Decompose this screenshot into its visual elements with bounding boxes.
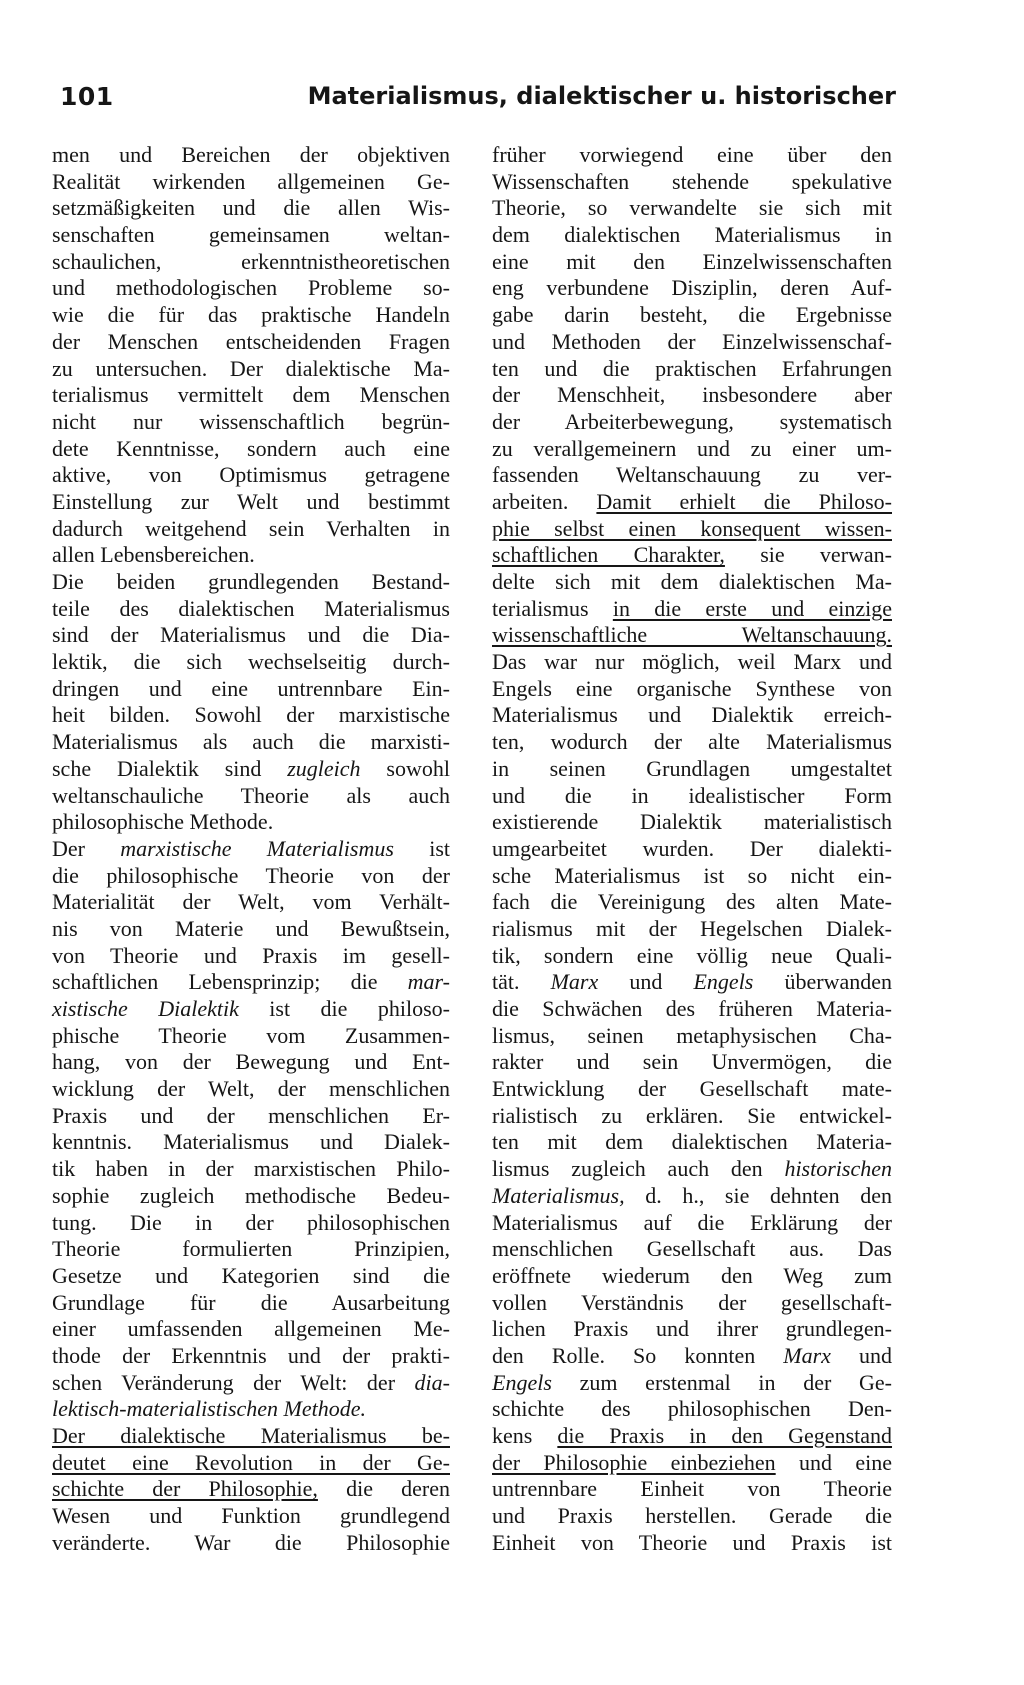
- text-line: [492, 756, 892, 783]
- line-segment: Gesetze und Kategorien sind die: [52, 1262, 450, 1288]
- page-header: [60, 82, 896, 122]
- text-line: [52, 1156, 450, 1183]
- line-segment: sophie zugleich methodische Bedeu-: [52, 1182, 450, 1208]
- italic-text: xistische Dialektik: [52, 996, 239, 1021]
- text-line: [492, 996, 892, 1023]
- line-segment: dem dialektischen Materialismus in: [492, 222, 892, 248]
- line-segment: weltanschauliche Theorie als auch: [52, 782, 450, 808]
- line-segment: der Menschheit, insbesondere aber: [492, 382, 892, 408]
- text-line: [492, 275, 892, 302]
- text-line: [52, 596, 450, 623]
- underlined-text: Der dialektische Materialismus be-: [52, 1423, 450, 1448]
- italic-text: Engels: [492, 1369, 552, 1395]
- line-segment: rakter und sein Unvermögen, die: [492, 1049, 892, 1075]
- line-segment: sche Materialismus ist so nicht ein-: [492, 862, 892, 888]
- line-segment: schen Veränderung der Welt: der: [52, 1369, 415, 1395]
- italic-text: Engels: [693, 969, 754, 995]
- text-line: [52, 889, 450, 916]
- text-line: [492, 1103, 892, 1130]
- text-line: [492, 436, 892, 463]
- text-line: [492, 222, 892, 249]
- italic-text: historischen: [784, 1156, 892, 1182]
- line-segment: tik, sondern eine völlig neue Quali-: [492, 942, 892, 968]
- text-line: [52, 275, 450, 302]
- line-segment: fach die Vereinigung des alten Mate-: [492, 889, 892, 915]
- underlined-text: Damit erhielt die Philoso-: [596, 488, 892, 514]
- text-line: [492, 542, 892, 569]
- text-line: [492, 1076, 892, 1103]
- text-line: [492, 1423, 892, 1450]
- line-segment: und die in idealistischer Form: [492, 782, 892, 808]
- text-line: [492, 195, 892, 222]
- text-line: [492, 516, 892, 543]
- text-line: [492, 729, 892, 756]
- text-line: [52, 1049, 450, 1076]
- text-line: [52, 169, 450, 196]
- line-segment: schichte des philosophischen Den-: [492, 1396, 892, 1422]
- line-segment: Theorie, so verwandelte sie sich mit: [492, 195, 892, 221]
- line-segment: sowohl: [360, 755, 450, 781]
- text-line: [52, 1210, 450, 1237]
- line-segment: früher vorwiegend eine über den: [492, 142, 892, 167]
- text-line: [492, 142, 892, 169]
- line-segment: einer umfassenden allgemeinen Me-: [52, 1316, 450, 1342]
- text-line: [52, 1530, 450, 1557]
- text-line: [52, 462, 450, 489]
- line-segment: von Theorie und Praxis im gesell-: [52, 942, 450, 968]
- text-line: [492, 1450, 892, 1477]
- text-line: [492, 409, 892, 436]
- text-line: [492, 1129, 892, 1156]
- line-segment: zu verallgemeinern und zu einer um-: [492, 435, 892, 461]
- text-line: [52, 916, 450, 943]
- line-segment: rialismus mit der Hegelschen Dialek-: [492, 915, 892, 941]
- text-line: [52, 542, 450, 569]
- underlined-text: der Philosophie einbeziehen: [492, 1449, 776, 1475]
- text-line: [492, 1290, 892, 1317]
- text-line: [492, 1343, 892, 1370]
- line-segment: Materialismus als auch die marxisti-: [52, 729, 450, 755]
- line-segment: überwanden: [753, 969, 892, 995]
- italic-text: lektisch-materialistischen Methode.: [52, 1396, 367, 1422]
- line-segment: rialistisch zu erklären. Sie entwickel-: [492, 1102, 892, 1128]
- text-line: [492, 969, 892, 996]
- line-segment: sche Dialektik sind: [52, 755, 288, 781]
- line-segment: Realität wirkenden allgemeinen Ge-: [52, 168, 450, 194]
- line-segment: dete Kenntnisse, sondern auch eine: [52, 435, 450, 461]
- line-segment: nicht nur wissenschaftlich begrün-: [52, 408, 450, 434]
- text-line: [52, 436, 450, 463]
- text-line: [52, 783, 450, 810]
- italic-text: Marx: [550, 969, 599, 995]
- line-segment: aktive, von Optimismus getragene: [52, 462, 450, 488]
- line-segment: Praxis und der menschlichen Er-: [52, 1102, 450, 1128]
- line-segment: Entwicklung der Gesellschaft mate-: [492, 1076, 892, 1102]
- text-line: [492, 916, 892, 943]
- line-segment: ten und die praktischen Erfahrungen: [492, 355, 892, 381]
- line-segment: eine mit den Einzelwissenschaften: [492, 248, 892, 274]
- text-line: [52, 836, 450, 863]
- line-segment: nis von Materie und Bewußtsein,: [52, 915, 450, 941]
- line-segment: kens: [492, 1423, 558, 1448]
- italic-text: zugleich: [287, 755, 361, 781]
- line-segment: ist die philoso-: [238, 996, 450, 1021]
- text-line: [52, 809, 450, 836]
- text-line: [52, 222, 450, 249]
- line-segment: und Methoden der Einzelwissenschaf-: [492, 328, 892, 354]
- line-segment: tik haben in der marxistischen Philo-: [52, 1156, 450, 1182]
- line-segment: allen Lebensbereichen.: [52, 542, 255, 568]
- line-segment: Wissenschaften stehende spekulative: [492, 168, 892, 194]
- text-line: [492, 302, 892, 329]
- text-line: [52, 1343, 450, 1370]
- line-segment: d. h., sie dehnten den: [624, 1182, 892, 1208]
- line-segment: dringen und eine untrennbare Ein-: [52, 675, 450, 701]
- text-line: [52, 1370, 450, 1397]
- text-line: [52, 409, 450, 436]
- right-text-column: [492, 142, 892, 1556]
- text-line: [52, 195, 450, 222]
- line-segment: zu untersuchen. Der dialektische Ma-: [52, 355, 450, 381]
- line-segment: Grundlage für die Ausarbeitung: [52, 1289, 450, 1315]
- text-line: [492, 356, 892, 383]
- text-line: [52, 516, 450, 543]
- text-line: [492, 943, 892, 970]
- text-line: [492, 462, 892, 489]
- line-segment: terialismus vermittelt dem Menschen: [52, 382, 450, 408]
- line-segment: existierende Dialektik materialistisch: [492, 809, 892, 835]
- text-line: [52, 756, 450, 783]
- line-segment: tät.: [492, 969, 551, 995]
- text-line: [492, 1263, 892, 1290]
- text-line: [52, 729, 450, 756]
- line-segment: thode der Erkenntnis und der prakti-: [52, 1342, 450, 1368]
- text-line: [492, 809, 892, 836]
- text-line: [492, 676, 892, 703]
- text-line: [52, 1290, 450, 1317]
- text-line: [52, 1129, 450, 1156]
- text-line: [492, 382, 892, 409]
- line-segment: in seinen Grundlagen umgestaltet: [492, 755, 892, 781]
- line-segment: kenntnis. Materialismus und Dialek-: [52, 1129, 450, 1155]
- text-line: [492, 1049, 892, 1076]
- line-segment: gabe darin besteht, die Ergebnisse: [492, 302, 892, 328]
- text-line: [52, 1423, 450, 1450]
- text-line: [52, 1316, 450, 1343]
- text-line: [52, 702, 450, 729]
- line-segment: Materialität der Welt, vom Verhält-: [52, 889, 450, 915]
- underlined-text: in die erste und einzige: [612, 595, 892, 621]
- line-segment: und: [598, 969, 694, 995]
- text-line: [492, 863, 892, 890]
- left-text-column: [52, 142, 450, 1556]
- text-line: [52, 1023, 450, 1050]
- text-line: [52, 1396, 450, 1423]
- line-segment: und methodologischen Probleme so-: [52, 275, 450, 301]
- text-line: [492, 1236, 892, 1263]
- line-segment: fassenden Weltanschauung zu ver-: [492, 462, 892, 488]
- text-line: [52, 1476, 450, 1503]
- text-line: [52, 622, 450, 649]
- line-segment: ten, wodurch der alte Materialismus: [492, 729, 892, 755]
- text-line: [492, 1156, 892, 1183]
- text-line: [52, 1183, 450, 1210]
- underlined-text: phie selbst einen konsequent wissen-: [492, 515, 892, 541]
- line-segment: dadurch weitgehend sein Verhalten in: [52, 515, 450, 541]
- text-line: [52, 676, 450, 703]
- text-line: [492, 1183, 892, 1210]
- line-segment: terialismus: [492, 595, 613, 621]
- underlined-text: deutet eine Revolution in der Ge-: [52, 1449, 450, 1475]
- line-segment: umgearbeitet wurden. Der dialekti-: [492, 835, 892, 861]
- line-segment: wicklung der Welt, der menschlichen: [52, 1076, 450, 1102]
- line-segment: sie verwan-: [724, 542, 892, 568]
- line-segment: lismus, seinen metaphysischen Cha-: [492, 1022, 892, 1048]
- text-line: [52, 356, 450, 383]
- line-segment: untrennbare Einheit von Theorie: [492, 1476, 892, 1502]
- line-segment: wie die für das praktische Handeln: [52, 302, 450, 328]
- line-segment: und Praxis herstellen. Gerade die: [492, 1503, 892, 1529]
- line-segment: phische Theorie vom Zusammen-: [52, 1022, 450, 1048]
- line-segment: setzmäßigkeiten und die allen Wis-: [52, 195, 450, 221]
- text-line: [52, 1076, 450, 1103]
- text-line: [52, 249, 450, 276]
- line-segment: men und Bereichen der objektiven: [52, 142, 450, 167]
- italic-text: Materialismus,: [492, 1182, 625, 1208]
- line-segment: senschaften gemeinsamen weltan-: [52, 222, 450, 248]
- underlined-text: schichte der Philosophie,: [52, 1476, 318, 1502]
- line-segment: lismus zugleich auch den: [492, 1156, 785, 1182]
- text-line: [492, 1316, 892, 1343]
- text-line: [52, 1450, 450, 1477]
- text-line: [492, 1476, 892, 1503]
- text-line: [492, 783, 892, 810]
- underlined-text: die Praxis in den Gegenstand: [557, 1423, 893, 1448]
- line-segment: Engels eine organische Synthese von: [492, 675, 892, 701]
- text-line: [492, 836, 892, 863]
- line-segment: Einheit von Theorie und Praxis ist: [492, 1529, 892, 1555]
- text-line: [492, 1503, 892, 1530]
- text-line: [492, 249, 892, 276]
- line-segment: heit bilden. Sowohl der marxistische: [52, 702, 450, 728]
- line-segment: lichen Praxis und ihrer grundlegen-: [492, 1316, 892, 1342]
- text-line: [52, 489, 450, 516]
- line-segment: Wesen und Funktion grundlegend: [52, 1503, 450, 1529]
- text-line: [52, 569, 450, 596]
- text-line: [492, 649, 892, 676]
- line-segment: philosophische Methode.: [52, 809, 274, 835]
- line-segment: Das war nur möglich, weil Marx und: [492, 649, 892, 675]
- line-segment: Materialismus auf die Erklärung der: [492, 1209, 892, 1235]
- text-line: [52, 943, 450, 970]
- italic-text: marxistische Materialismus: [120, 835, 394, 861]
- line-segment: hang, von der Bewegung und Ent-: [52, 1049, 450, 1075]
- text-line: [52, 969, 450, 996]
- text-line: [52, 382, 450, 409]
- line-segment: zum erstenmal in der Ge-: [551, 1369, 892, 1395]
- text-line: [52, 1103, 450, 1130]
- line-segment: und eine: [775, 1449, 892, 1475]
- text-line: [52, 1503, 450, 1530]
- line-segment: schaulichen, erkenntnistheoretischen: [52, 248, 450, 274]
- line-segment: sind der Materialismus und die Dia-: [52, 622, 450, 648]
- line-segment: menschlichen Gesellschaft aus. Das: [492, 1236, 892, 1262]
- line-segment: und: [830, 1342, 892, 1368]
- text-line: [52, 1236, 450, 1263]
- line-segment: Theorie formulierten Prinzipien,: [52, 1236, 450, 1262]
- line-segment: delte sich mit dem dialektischen Ma-: [492, 569, 892, 594]
- text-line: [52, 863, 450, 890]
- line-segment: arbeiten.: [492, 488, 597, 514]
- line-segment: den Rolle. So konnten: [492, 1342, 784, 1368]
- text-line: [52, 142, 450, 169]
- line-segment: veränderte. War die Philosophie: [52, 1529, 450, 1555]
- line-segment: die philosophische Theorie von der: [52, 862, 450, 888]
- text-line: [492, 569, 892, 596]
- text-line: [492, 1023, 892, 1050]
- text-line: [492, 622, 892, 649]
- text-line: [492, 1210, 892, 1237]
- line-segment: tung. Die in der philosophischen: [52, 1209, 450, 1235]
- text-line: [52, 1263, 450, 1290]
- text-line: [52, 302, 450, 329]
- line-segment: eng verbundene Disziplin, deren Auf-: [492, 275, 892, 301]
- underlined-text: wissenschaftliche Weltanschauung.: [492, 622, 892, 648]
- line-segment: Die beiden grundlegenden Bestand-: [52, 569, 450, 594]
- text-line: [52, 996, 450, 1023]
- underlined-text: schaftlichen Charakter,: [492, 542, 725, 568]
- text-line: [52, 649, 450, 676]
- text-line: [52, 329, 450, 356]
- text-line: [492, 596, 892, 623]
- line-segment: Materialismus und Dialektik erreich-: [492, 702, 892, 728]
- text-line: [492, 489, 892, 516]
- running-head: Materialismus, dialektischer u. historischer: [307, 82, 896, 110]
- line-segment: eröffnete wiederum den Weg zum: [492, 1262, 892, 1288]
- text-line: [492, 169, 892, 196]
- line-segment: die Schwächen des früheren Materia-: [492, 996, 892, 1021]
- italic-text: dia-: [414, 1369, 450, 1395]
- text-line: [492, 1530, 892, 1557]
- line-segment: ten mit dem dialektischen Materia-: [492, 1129, 892, 1155]
- line-segment: Der: [52, 835, 121, 861]
- line-segment: lektik, die sich wechselseitig durch-: [52, 649, 450, 675]
- text-line: [492, 329, 892, 356]
- text-line: [492, 889, 892, 916]
- page-number: 101: [60, 82, 114, 111]
- line-segment: vollen Verständnis der gesellschaft-: [492, 1289, 892, 1315]
- line-segment: ist: [393, 835, 450, 861]
- line-segment: der Arbeiterbewegung, systematisch: [492, 408, 892, 434]
- line-segment: schaftlichen Lebensprinzip; die: [52, 969, 408, 995]
- text-line: [492, 702, 892, 729]
- line-segment: teile des dialektischen Materialismus: [52, 595, 450, 621]
- italic-text: mar-: [407, 969, 450, 995]
- text-line: [492, 1396, 892, 1423]
- italic-text: Marx: [783, 1342, 831, 1368]
- text-line: [492, 1370, 892, 1397]
- line-segment: die deren: [317, 1476, 450, 1502]
- line-segment: Einstellung zur Welt und bestimmt: [52, 488, 450, 514]
- line-segment: der Menschen entscheidenden Fragen: [52, 328, 450, 354]
